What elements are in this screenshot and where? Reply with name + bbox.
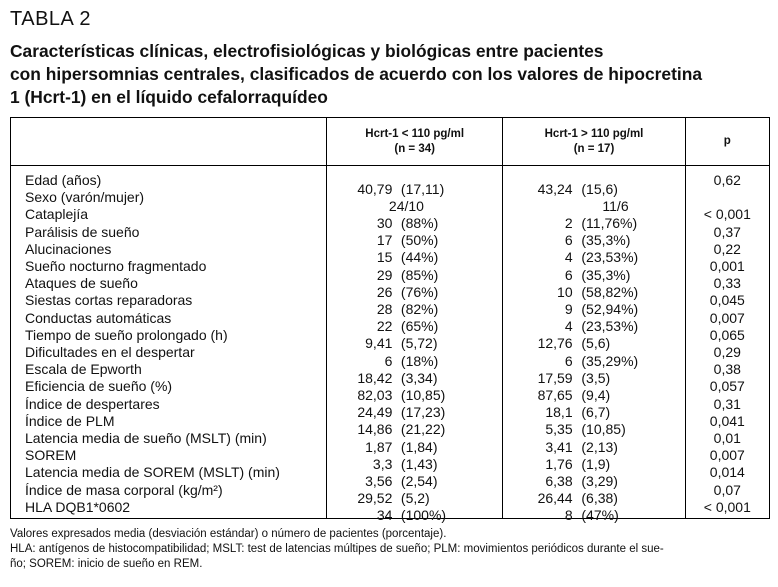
header-group-low-title: Hcrt-1 < 110 pg/ml: [365, 127, 465, 140]
cell-dispersion: (21,22): [400, 421, 446, 438]
cell-p-value: 0,057: [685, 378, 769, 395]
cell-value: 3,41: [545, 438, 573, 455]
row-label: Conductas automáticas: [11, 310, 327, 327]
cell-p-value: 0,33: [685, 275, 769, 292]
cell-dispersion: (10,85): [581, 421, 626, 438]
cell-group-low: [326, 241, 502, 266]
cell-dispersion: (58,82%): [581, 283, 639, 300]
cell-dispersion: (5,72): [400, 335, 438, 352]
row-label: Cataplejía: [11, 206, 327, 223]
cell-value: 30: [376, 215, 393, 231]
cell-group-low: [326, 464, 502, 490]
row-label: Latencia media de SOREM (MSLT) (min): [11, 464, 327, 481]
cell-p-value: 0,01: [685, 430, 769, 447]
cell-p-value: 0,62: [685, 166, 769, 190]
caption-line: con hipersomnias centrales, clasificados de acuerdo con los valores de hipocretina: [10, 64, 702, 84]
cell-dispersion: (100%): [400, 507, 447, 524]
table-row: [11, 189, 770, 206]
cell-group-high: [503, 361, 685, 386]
cell-group-high: [503, 430, 685, 455]
cell-p-value: 0,07: [685, 482, 769, 499]
header-empty-cell: [11, 118, 327, 166]
cell-value: 87,65: [537, 387, 573, 404]
cell-dispersion: (52,94%): [581, 301, 639, 318]
table-row: [11, 344, 770, 361]
cell-p-value: 0,041: [685, 413, 769, 430]
header-group-low-hcrt: [326, 118, 502, 166]
cell-value: 6,38: [545, 473, 573, 490]
table-row: [11, 166, 770, 190]
header-row: [11, 118, 770, 166]
cell-value: 6: [564, 232, 573, 249]
cell-value: 43,24: [537, 180, 573, 197]
cell-value: 24,49: [357, 404, 393, 421]
row-label: Alucinaciones: [11, 241, 327, 258]
cell-dispersion: (50%): [400, 232, 439, 249]
cell-value: 10: [557, 283, 573, 300]
cell-p-value: 0,37: [685, 224, 769, 241]
cell-dispersion: (1,9): [581, 455, 611, 472]
cell-value: 1,87: [365, 438, 393, 455]
cell-p-value: 0,065: [685, 327, 769, 344]
cell-dispersion: (76%): [400, 283, 439, 300]
cell-group-low: [326, 344, 502, 369]
cell-p-value: 0,29: [685, 344, 769, 361]
cell-dispersion: (23,53%): [581, 318, 639, 335]
cell-group-low: [326, 258, 502, 283]
table-row: [11, 224, 770, 241]
cell-dispersion: (1,43): [400, 455, 438, 472]
cell-p-value: 0,007: [685, 310, 769, 327]
cell-value: 17: [376, 232, 393, 249]
cell-dispersion: (18%): [400, 352, 439, 369]
table-label: TABLA 2: [10, 8, 91, 30]
cell-group-low: [326, 292, 502, 318]
cell-dispersion: (47%): [581, 507, 619, 524]
cell-group-high: [503, 413, 685, 438]
table-row: [11, 413, 770, 430]
cell-value: 24/10: [388, 197, 424, 214]
row-label: Siestas cortas reparadoras: [11, 292, 327, 309]
cell-dispersion: (35,29%): [581, 352, 639, 369]
table-row: [11, 327, 770, 344]
row-label: Escala de Epworth: [11, 361, 327, 378]
cell-group-low: [326, 396, 502, 421]
cell-group-high: [503, 258, 685, 283]
table-row: [11, 464, 770, 481]
row-label: Índice de despertares: [11, 396, 327, 413]
cell-value: 40,79: [357, 180, 393, 197]
row-label: Índice de masa corporal (kg/m²): [11, 482, 327, 499]
cell-value: 26,44: [537, 490, 573, 507]
cell-value: 3,56: [365, 473, 393, 490]
cell-value: 6: [564, 266, 573, 283]
cell-dispersion: (15,6): [581, 180, 618, 197]
row-label: Sexo (varón/mujer): [11, 189, 327, 206]
cell-group-low: [326, 482, 502, 507]
cell-group-high: [503, 310, 685, 335]
cell-group-high: [503, 189, 685, 214]
header-group-high-n: (n = 17): [573, 142, 615, 155]
cell-value: 1,76: [545, 455, 573, 472]
cell-dispersion: (17,23): [400, 404, 446, 421]
cell-dispersion: (35,3%): [581, 232, 631, 249]
cell-group-high: [503, 166, 685, 197]
table-row: [11, 378, 770, 395]
cell-group-low: [326, 499, 502, 524]
table-row: [11, 361, 770, 378]
cell-value: 6: [384, 352, 393, 369]
row-label: Edad (años): [11, 166, 327, 190]
cell-p-value: 0,31: [685, 396, 769, 413]
table-row: [11, 241, 770, 258]
cell-group-high: [503, 224, 685, 249]
cell-value: 82,03: [357, 387, 393, 404]
cell-value: 11/6: [602, 197, 629, 214]
cell-dispersion: (35,3%): [581, 266, 631, 283]
cell-group-high: [503, 344, 685, 369]
cell-value: 15: [376, 249, 393, 266]
cell-dispersion: (2,13): [581, 438, 618, 455]
cell-dispersion: (11,76%): [581, 215, 638, 231]
cell-value: 5,35: [545, 421, 573, 438]
cell-group-high: [503, 482, 685, 507]
row-label: Sueño nocturno fragmentado: [11, 258, 327, 275]
cell-value: 6: [564, 352, 573, 369]
cell-value: 4: [564, 249, 573, 266]
cell-group-low: [326, 224, 502, 249]
cell-value: 14,86: [357, 421, 393, 438]
cell-dispersion: (65%): [400, 318, 439, 335]
table-footnotes: [10, 527, 774, 572]
footnote-line: Valores expresados media (desviación estándar) o número de pacientes (porcentaje).: [10, 528, 447, 540]
cell-value: 17,59: [537, 369, 573, 386]
cell-group-low: [326, 206, 502, 231]
cell-group-high: [503, 464, 685, 490]
cell-value: 18,1: [545, 404, 573, 421]
cell-p-value: < 0,001: [685, 206, 769, 223]
cell-dispersion: (9,4): [581, 387, 611, 404]
cell-dispersion: (3,34): [400, 369, 438, 386]
cell-dispersion: (6,38): [581, 490, 618, 507]
cell-dispersion: (6,7): [581, 404, 611, 421]
table-row: [11, 482, 770, 499]
row-label: Tiempo de sueño prolongado (h): [11, 327, 327, 344]
table-row: [11, 447, 770, 464]
cell-group-low: [326, 378, 502, 404]
cell-value: 29,52: [357, 490, 393, 507]
cell-value: 2: [564, 215, 573, 231]
row-label: Ataques de sueño: [11, 275, 327, 292]
cell-group-high: [503, 206, 685, 231]
table-row: [11, 430, 770, 447]
cell-group-high: [503, 241, 685, 266]
header-p-value: p: [685, 118, 769, 166]
cell-dispersion: (2,54): [400, 473, 438, 490]
cell-value: 9: [564, 301, 573, 318]
cell-dispersion: (17,11): [400, 180, 445, 197]
caption-line: 1 (Hcrt-1) en el líquido cefalorraquídeo: [10, 87, 328, 107]
cell-value: 18,42: [357, 369, 393, 386]
cell-p-value: 0,045: [685, 292, 769, 309]
data-table: [10, 117, 770, 524]
cell-group-low: [326, 413, 502, 438]
table-row: [11, 310, 770, 327]
header-group-low-n: (n = 34): [394, 142, 435, 155]
footnote-line: ño; SOREM: inicio de sueño en REM.: [10, 558, 203, 570]
cell-p-value: 0,007: [685, 447, 769, 464]
cell-group-high: [503, 396, 685, 421]
row-label: Índice de PLM: [11, 413, 327, 430]
cell-p-value: 0,38: [685, 361, 769, 378]
cell-dispersion: (1,84): [400, 438, 438, 455]
cell-group-low: [326, 361, 502, 386]
table-caption: [10, 40, 770, 109]
cell-dispersion: (88%): [400, 215, 439, 231]
footnote-line: HLA: antígenos de histocompatibilidad; MSLT: test de latencias múltipes de sueño; PLM: movimientos periódicos durante el sue-: [10, 543, 664, 555]
cell-group-high: [503, 327, 685, 352]
table-body: [11, 166, 770, 524]
cell-dispersion: (3,29): [581, 473, 618, 490]
cell-dispersion: (44%): [400, 249, 439, 266]
table-row: [11, 292, 770, 309]
cell-value: 9,41: [365, 335, 393, 352]
cell-group-high: [503, 292, 685, 318]
cell-dispersion: (5,2): [400, 490, 430, 507]
cell-group-high: [503, 447, 685, 472]
table-row: [11, 206, 770, 223]
caption-line: Características clínicas, electrofisiológicas y biológicas entre pacientes: [10, 41, 604, 61]
cell-dispersion: (3,5): [581, 369, 611, 386]
cell-group-low: [326, 327, 502, 352]
cell-dispersion: (5,6): [581, 335, 611, 352]
row-label: Parálisis de sueño: [11, 224, 327, 241]
cell-group-low: [326, 166, 502, 197]
cell-group-high: [503, 378, 685, 404]
cell-p-value: 0,014: [685, 464, 769, 481]
cell-value: 22: [376, 318, 393, 335]
cell-dispersion: (82%): [400, 301, 439, 318]
cell-value: 29: [376, 266, 393, 283]
row-label: SOREM: [11, 447, 327, 464]
cell-value: 26: [376, 283, 393, 300]
cell-group-low: [326, 275, 502, 300]
row-label: Dificultades en el despertar: [11, 344, 327, 361]
cell-p-value: 0,22: [685, 241, 769, 258]
table-row: [11, 396, 770, 413]
cell-group-high: [503, 275, 685, 300]
table-row: [11, 499, 770, 519]
table-row: [11, 258, 770, 275]
cell-group-low: [326, 430, 502, 455]
cell-dispersion: (23,53%): [581, 249, 639, 266]
cell-dispersion: (85%): [400, 266, 439, 283]
row-label: Latencia media de sueño (MSLT) (min): [11, 430, 327, 447]
row-label: Eficiencia de sueño (%): [11, 378, 327, 395]
row-label: HLA DQB1*0602: [11, 499, 327, 519]
table-row: [11, 275, 770, 292]
header-group-high-title: Hcrt-1 > 110 pg/ml: [544, 127, 644, 140]
cell-p-value: < 0,001: [685, 499, 769, 519]
cell-group-low: [326, 189, 502, 214]
cell-group-low: [326, 310, 502, 335]
cell-value: 8: [564, 507, 573, 524]
cell-group-low: [326, 447, 502, 472]
cell-dispersion: (10,85): [400, 387, 446, 404]
cell-value: 3,3: [372, 455, 393, 472]
cell-value: 28: [376, 301, 393, 318]
header-group-high-hcrt: [503, 118, 685, 166]
cell-value: 4: [564, 318, 573, 335]
cell-group-high: [503, 499, 685, 524]
cell-p-value: 0,001: [685, 258, 769, 275]
cell-value: 12,76: [537, 335, 573, 352]
cell-value: 34: [376, 507, 393, 524]
cell-p-value: [685, 189, 769, 206]
